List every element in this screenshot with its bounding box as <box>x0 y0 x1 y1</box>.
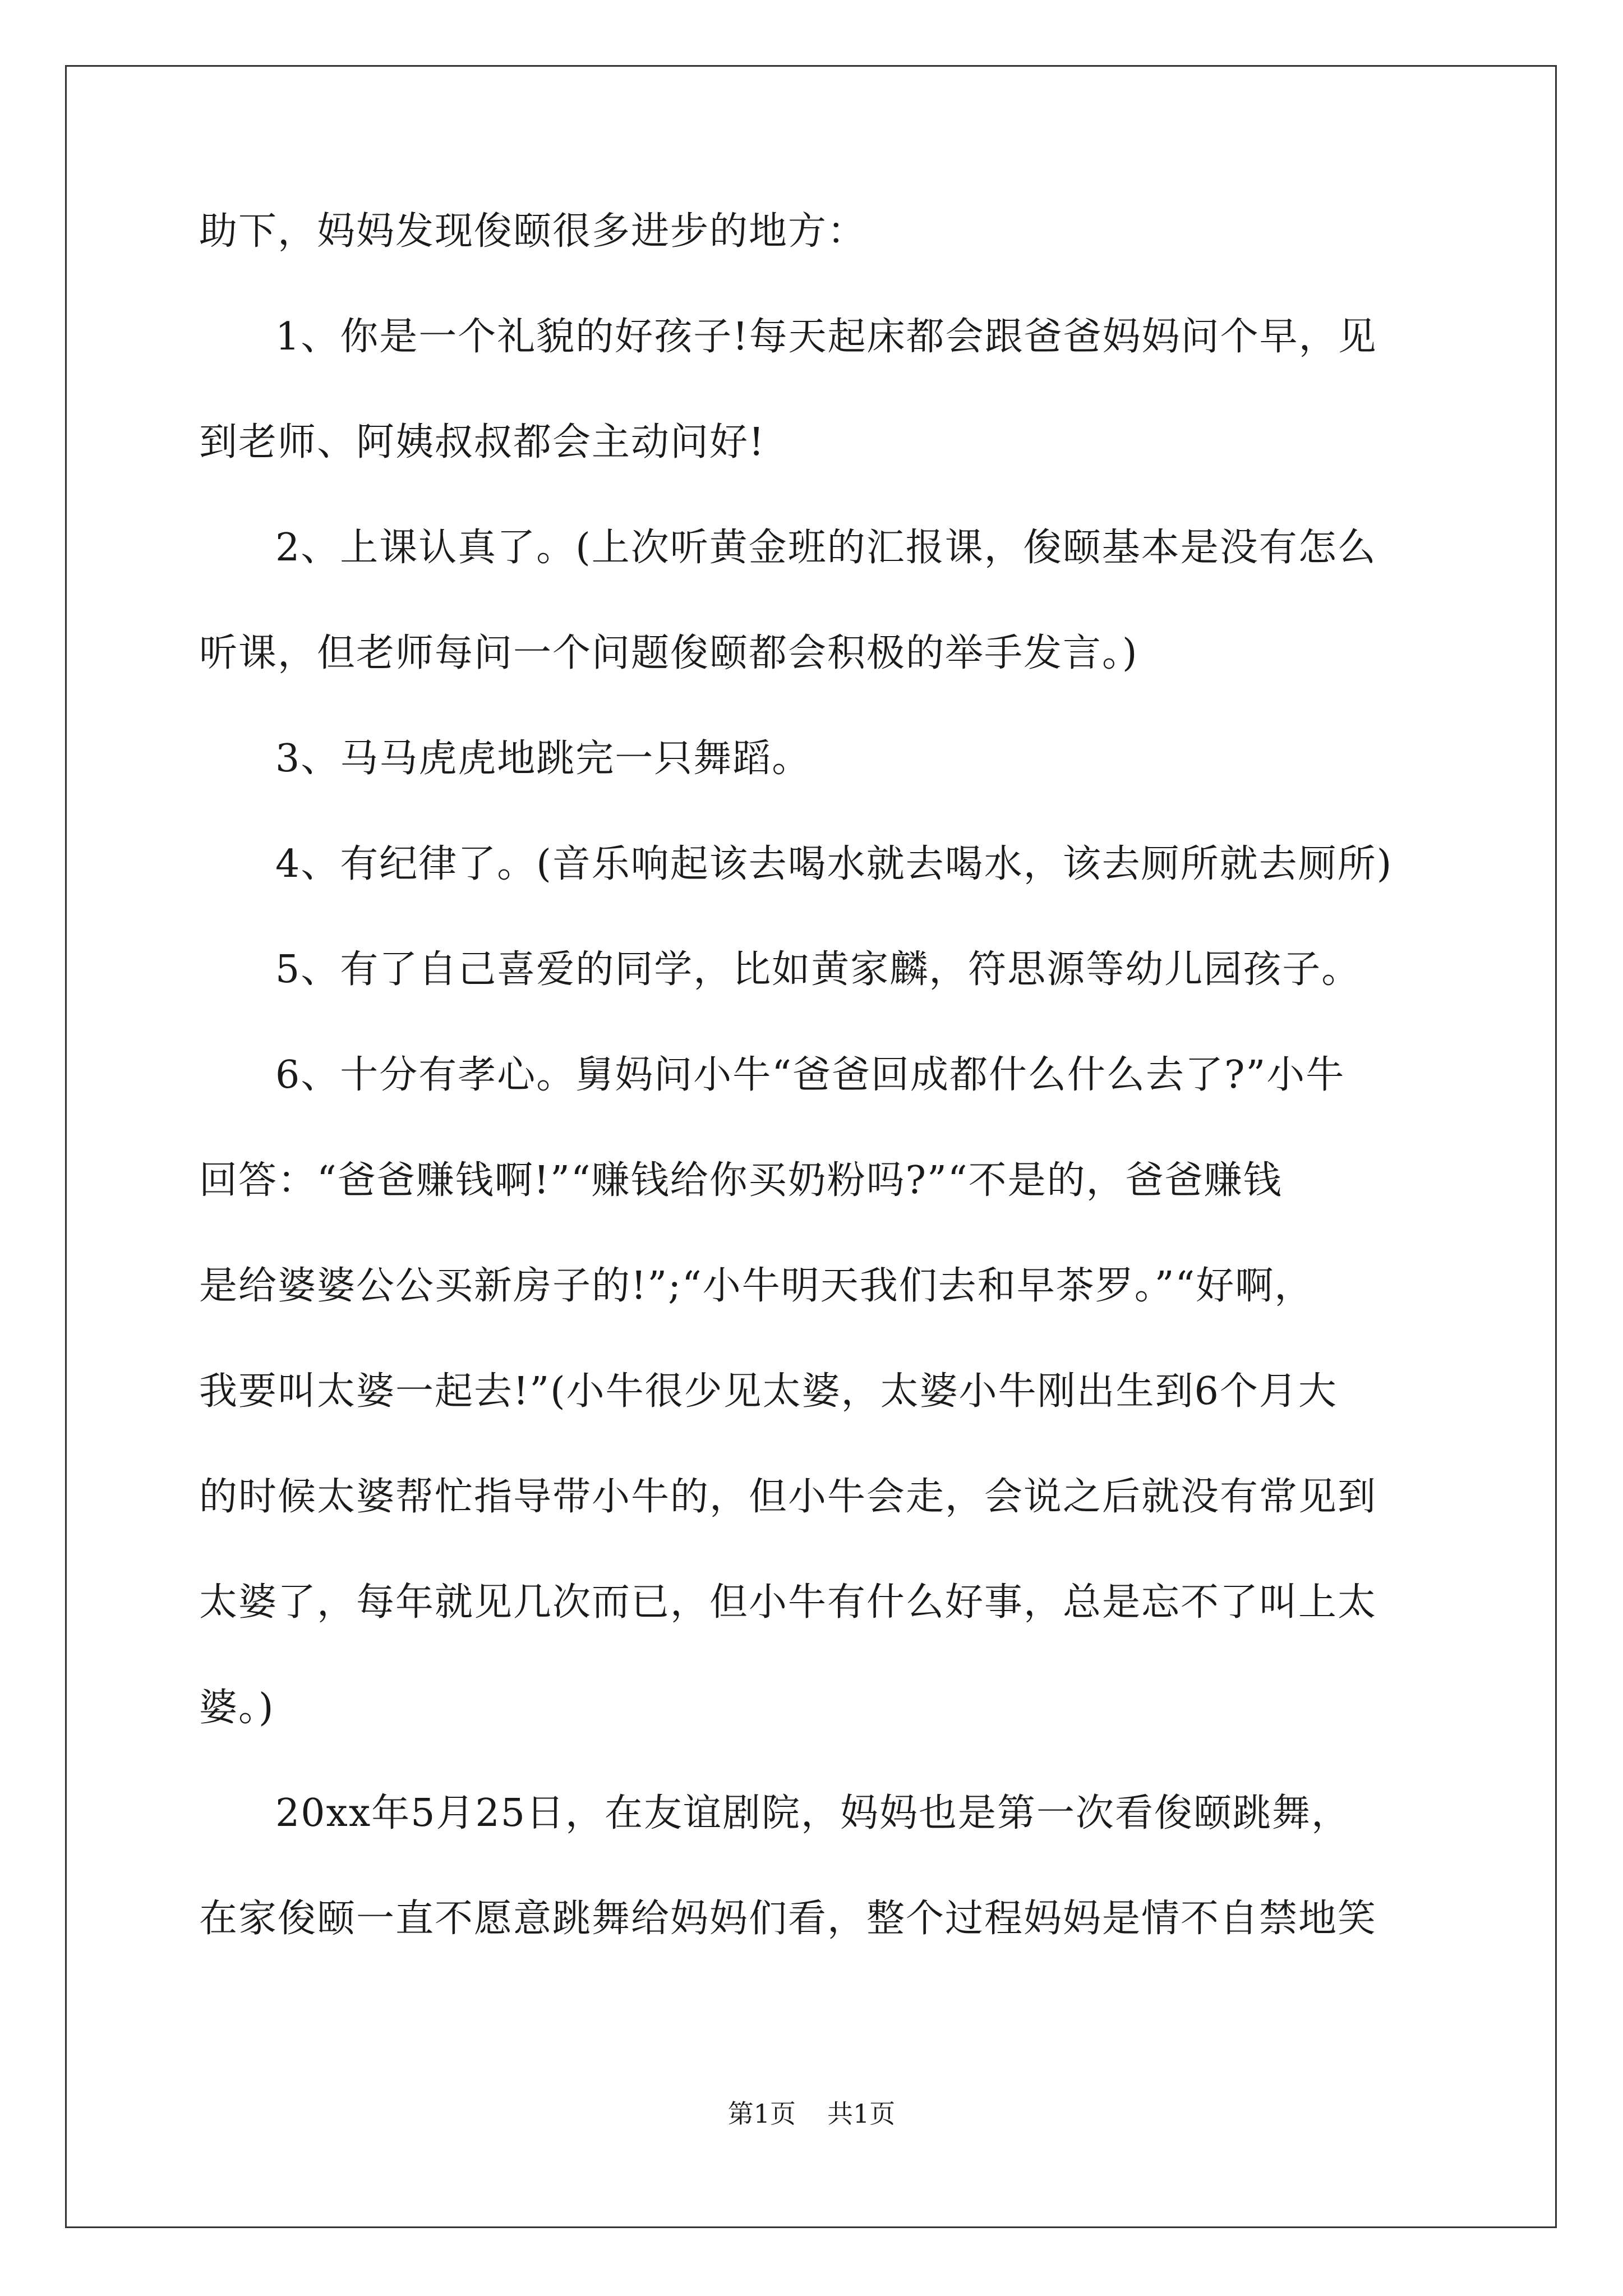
list-item-3: 3、马马虎虎地跳完一只舞蹈。 <box>275 737 811 781</box>
paragraph-start: 20xx年5月25日，在友谊剧院，妈妈也是第一次看俊颐跳舞， <box>275 1791 1351 1835</box>
text-line: 到老师、阿姨叔叔都会主动问好! <box>199 420 766 464</box>
text-line: 太婆了，每年就见几次而已，但小牛有什么好事，总是忘不了叫上太 <box>199 1580 1377 1625</box>
text-line: 在家俊颐一直不愿意跳舞给妈妈们看，整个过程妈妈是情不自禁地笑 <box>199 1897 1377 1941</box>
text-line: 的时候太婆帮忙指导带小牛的，但小牛会走，会说之后就没有常见到 <box>199 1475 1377 1519</box>
list-item-1: 1、你是一个礼貌的好孩子!每天起床都会跟爸爸妈妈问个早，见 <box>275 315 1377 359</box>
text-line: 我要叫太婆一起去!”(小牛很少见太婆，太婆小牛刚出生到6个月大 <box>199 1369 1338 1414</box>
text-line: 助下，妈妈发现俊颐很多进步的地方： <box>199 209 867 254</box>
text-line: 婆。) <box>199 1686 275 1730</box>
page-number: 第1页 <box>727 2099 796 2129</box>
page-total: 共1页 <box>827 2099 896 2129</box>
list-item-4: 4、有纪律了。(音乐响起该去喝水就去喝水，该去厕所就去厕所) <box>275 842 1393 886</box>
list-item-5: 5、有了自己喜爱的同学，比如黄家麟，符思源等幼儿园孩子。 <box>275 947 1361 992</box>
document-body <box>199 205 1435 1946</box>
list-item-2: 2、上课认真了。(上次听黄金班的汇报课，俊颐基本是没有怎么 <box>275 526 1377 570</box>
text-line: 听课，但老师每问一个问题俊颐都会积极的举手发言。) <box>199 631 1138 675</box>
list-item-6: 6、十分有孝心。舅妈问小牛“爸爸回成都什么什么去了?”小牛 <box>275 1053 1345 1097</box>
text-line: 回答：“爸爸赚钱啊!”“赚钱给你买奶粉吗?”“不是的，爸爸赚钱 <box>199 1158 1283 1203</box>
page-footer <box>0 2097 1623 2131</box>
text-line: 是给婆婆公公买新房子的!”;“小牛明天我们去和早茶罗。”“好啊， <box>199 1264 1314 1308</box>
